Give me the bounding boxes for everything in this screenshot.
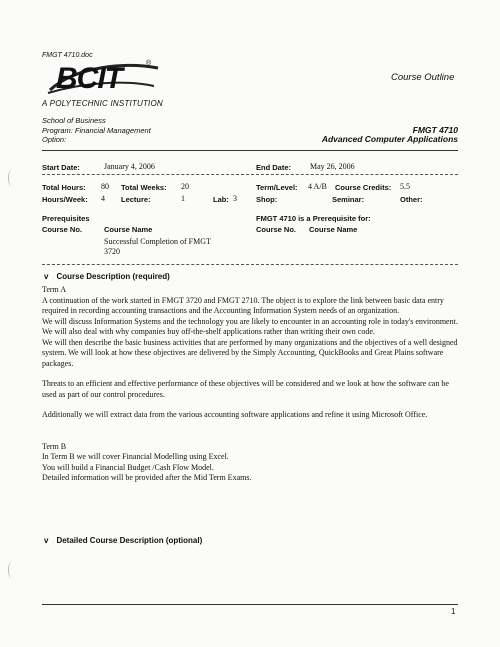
lecture-value: 1 [181,194,185,203]
description-paragraph-5: Additionally we will extract data from the various accounting software applications and refine it using Microsoft Office. [42,410,428,419]
term-b-line-2: You will build a Financial Budget /Cash Flow Model. [42,462,214,472]
term-b-label: Term B [42,441,67,451]
lab-label: Lab: [213,195,229,204]
end-date-label: End Date: [256,163,292,172]
hours-week-value: 4 [101,194,105,203]
total-weeks-label: Total Weeks: [121,183,167,192]
term-b-line-1: In Term B we will cover Financial Modelling using Excel. [42,452,229,461]
lab-value: 3 [233,194,237,203]
lecture-label: Lecture: [121,195,151,204]
binder-mark [8,170,14,186]
description-paragraph-4: Threats to an efficient and effective performance of these objectives will be considered and we look at how the software can be used as part of our control procedures. [42,379,449,399]
prereq-course-name-line1: Successful Completion of FMGT [104,237,211,246]
for-course-name-label: Course Name [309,225,358,234]
course-credits-value: 5.5 [400,182,410,191]
prereq-course-name-value [104,237,211,257]
document-filename: FMGT 4710.doc [42,52,93,59]
start-date-value: January 4, 2006 [104,162,155,171]
binder-mark [8,562,14,578]
description-paragraph-1: A continuation of the work started in FMGT 3720 and FMGT 2710. The object is to explore the link between basic data entry required in recording accounting transactions and the Accounting Information System needs of an organization. [42,295,444,315]
end-date-value: May 26, 2006 [310,162,355,171]
section-bullet: v [44,272,49,281]
bcit-logo [46,60,166,96]
page-number: 1 [451,607,456,616]
registered-mark: ® [146,60,152,67]
course-title: Advanced Computer Applications [321,134,458,144]
doc-type: Course Outline [391,72,455,83]
prereq-divider [42,264,458,265]
course-code: FMGT 4710 [412,125,458,135]
for-course-no-label: Course No. [256,225,297,234]
term-a-label: Term A [42,285,67,294]
description-paragraph-3: We will then describe the basic business activities that are performed by many organizations and the objectives of a well designed system. We will look at how these objectives are delivered by the Simply Accounting, QuickBooks and Great Plains software packages. [42,337,458,368]
other-label: Other: [400,195,423,204]
term-level-value: 4 A/B [308,182,327,191]
total-hours-label: Total Hours: [42,183,86,192]
option-label: Option: [42,135,67,144]
seminar-label: Seminar: [332,195,365,204]
course-description-title: Course Description (required) [56,272,170,281]
hours-week-label: Hours/Week: [42,195,88,204]
prereq-course-name-line2: 3720 [104,247,120,256]
bcit-logo-text: BCIT [56,62,122,95]
shop-label: Shop: [256,195,278,204]
prereq-course-no-label: Course No. [42,225,83,234]
start-date-label: Start Date: [42,163,80,172]
school-block [42,116,151,145]
total-weeks-value: 20 [181,182,189,191]
prereq-course-name-label: Course Name [104,225,153,234]
header-divider [42,150,458,151]
section-bullet: v [44,536,49,545]
program-name: Program: Financial Management [42,125,151,135]
footer-divider [42,604,458,605]
term-level-label: Term/Level: [256,183,298,192]
prerequisites-heading: Prerequisites [42,214,90,223]
school-name: School of Business [42,116,106,125]
course-credits-label: Course Credits: [335,183,392,192]
is-prereq-heading: FMGT 4710 is a Prerequisite for: [256,214,371,223]
course-description-body [42,285,460,484]
description-paragraph-2: We will discuss Information Systems and the technology you are likely to encounter in an accounting role in today's environment. We will also deal with why companies buy off-the-shelf applications rather than writing their own code. [42,316,458,336]
institution-tagline: A POLYTECHNIC INSTITUTION [42,99,163,108]
details-divider [42,174,458,175]
detailed-description-heading [44,536,202,545]
total-hours-value: 80 [101,182,109,191]
term-b-line-3: Detailed information will be provided after the Mid Term Exams. [42,473,252,482]
detailed-description-title: Detailed Course Description (optional) [56,536,203,545]
course-description-heading [44,272,170,281]
